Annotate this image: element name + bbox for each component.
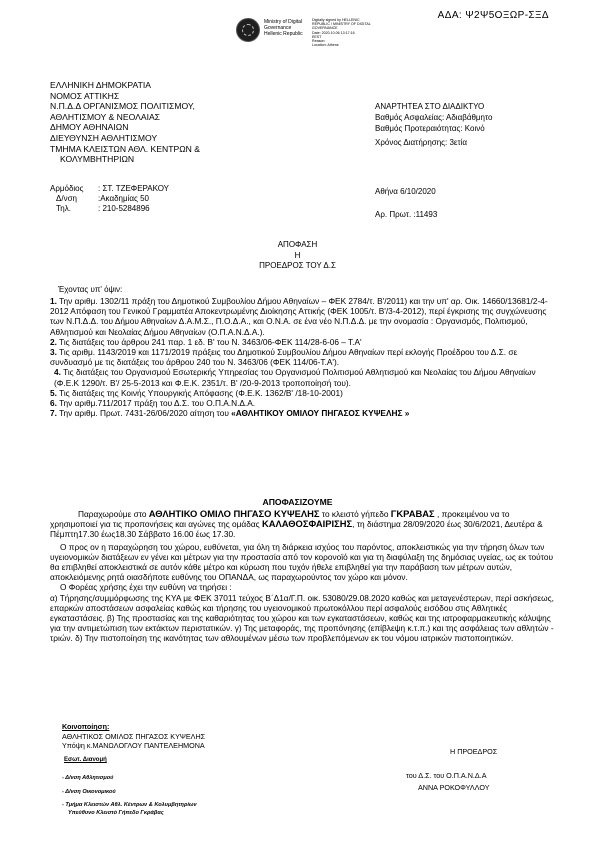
arm-value: : ΣΤ. ΤΖΕΦΕΡΑΚΟΥ: [98, 184, 169, 193]
decision-title: ΑΠΟΦΑΣΗ Η ΠΡΟΕΔΡΟΣ ΤΟΥ Δ.Σ: [259, 240, 336, 270]
document-date: Αθήνα 6/10/2020: [375, 187, 436, 196]
internal-item: - Δ/νση Οικονομικού: [62, 786, 197, 800]
consideration-item: 6. Την αριθμ.711/2017 πράξη του Δ.Σ. του Ο.Π.Α.Ν.Δ.Α.: [50, 398, 256, 409]
considerations-list: [50, 296, 555, 418]
consideration-item: 4. Τις διατάξεις του Οργανισμού Εσωτερικής Υπηρεσίας του Οργανισμού Πολιτισμού Αθλητισμού και Νεολαίας του Δήμου Αθηναίων (Φ.Ε.Κ 1290/τ. Β'/ 25-5-2013 και Φ.Ε.Κ. 2351/τ. Β' /20-9-2013 τροποποίησή του).: [54, 367, 536, 388]
koinopoiisi-recipients: ΑΘΛΗΤΙΚΟΣ ΟΜΙΛΟΣ ΠΗΓΑΣΟΣ ΚΥΨΕΛΗΣ Υπόψη κ.ΜΑΝΩΛΟΓΛΟΥ ΠΑΝΤΕΛΕΗΜΟΝΑ: [62, 732, 206, 750]
internal-item: - Τμήμα Κλειστών Αθλ. Κέντρων & Κολυμβητηρίων: [62, 799, 197, 813]
decision-obligations-intro: Ο Φορέας χρήσης έχει την ευθύνη να τηρήσει :: [60, 582, 232, 593]
tel-label: Τηλ.: [56, 204, 71, 213]
koinopoiisi-label: Κοινοποίηση:: [62, 722, 110, 731]
issuer-header: ΕΛΛΗΝΙΚΗ ΔΗΜΟΚΡΑΤΙΑ ΝΟΜΟΣ ΑΤΤΙΚΗΣ Ν.Π.Δ.Δ ΟΡΓΑΝΙΣΜΟΣ ΠΟΛΙΤΙΣΜΟΥ, ΑΘΛΗΤΙΣΜΟΥ & ΝΕΟΛΑΙΑΣ ΔΗΜΟΥ ΑΘΗΝΑΙΩΝ ΔΙΕΥΘΥΝΣΗ ΑΘΛΗΤΙΣΜΟΥ ΤΜΗΜΑ ΚΛΕΙΣΤΩΝ ΑΘΛ. ΚΕΝΤΡΩΝ & ΚΟΛΥΜΒΗΤΗΡΙΩΝ: [50, 80, 200, 165]
digital-signature-info: Digitally signed by HELLENIC REPUBLIC / MINISTRY OF DIGITAL GOVERNANCE Date: 2020.10.06 13:17:16 EEST Reason: Location: Athens: [312, 18, 371, 48]
signature-board: του Δ.Σ. του Ο.Π.Α.Ν.Δ.Α: [406, 771, 487, 780]
internal-item: - Δ/νση Αθλητισμού: [62, 772, 197, 786]
classification-block: ΑΝΑΡΤΗΤΕΑ ΣΤΟ ΔΙΑΔΙΚΤΥΟ Βαθμός Ασφαλείας: Αδιαβάθμητο Βαθμός Προτεραιότητας: Κοινό Χρόνος Διατήρησης: 3ετία: [375, 102, 493, 148]
addr-label: Δ/νση: [56, 194, 77, 203]
decision-liability: Ο προς ον η παραχώρηση του χώρου, ευθύνεται, για όλη τη διάρκεια ισχύος του παρόντος, αποκλειστικώς για την τήρηση όλων των υγειονομικών διατάξεων εν γένει και μέτρων για την προστασία από τον κορονοϊό και για τη διαφύλαξη της δημόσιας υγείας, ως εκ τούτου θα επιβληθεί αποκλειστικά σε αυτόν κάθε μέτρο και κύρωση που τυχόν ήθελε επιβληθεί για την παράβαση των μέτρων αυτών, αποκλειόμενης ρητά οιασδήποτε ευθύνης του ΟΠΑΝΔΑ, ως παραχωρούντος τον χώρο και μόνον.: [50, 541, 553, 583]
addr-value: :Ακαδημίας 50: [98, 194, 149, 203]
arm-label: Αρμόδιος: [50, 184, 84, 193]
consideration-item: 5. Τις διατάξεις της Κοινής Υπουργικής Απόφασης (Φ.Ε.Κ. 1362/Β' /18-10-2001): [50, 387, 343, 398]
internal-item: Υπεύθυνο Κλειστό Γήπεδο Γκράβας: [68, 809, 164, 816]
greek-seal-icon: [236, 18, 260, 42]
signature-name: ΑΝΝΑ ΡΟΚΟΦΥΛΛΟΥ: [418, 783, 490, 792]
decision-grant: Παραχωρούμε στο ΑΘΛΗΤΙΚΟ ΟΜΙΛΟ ΠΗΓΑΣΟ ΚΥΨΕΛΗΣ το κλειστό γήπεδο ΓΚΡΑΒΑΣ , προκειμένου να το χρησιμοποιεί για τις προπονήσεις και αγώνες της ομάδας ΚΑΛΑΘΟΣΦΑΙΡΙΣΗΣ, τη διάστημα 28/09/2020 έως 30/6/2021, Δευτέρα & Πέμπτη17.30 έως18.30 Σάββατο 16.00 έως 17.30.: [50, 508, 543, 540]
consideration-item: 1. Την αριθμ. 1302/11 πράξη του Δημοτικού Συμβουλίου Δήμου Αθηναίων – ΦΕΚ 2784/τ. Β'/2011) και την υπ' αρ. Οικ. 14660/13681/2-4-2012 Απόφαση του Γενικού Γραμματέα Αποκεντρωμένης Διοίκησης Αττικής (ΦΕΚ 1005/τ. Β'/3-4-2012), περί έγκρισης της συγχώνευσης των Ν.Π.Δ.Δ. του Δήμου Αθηναίων Δ.Α.Μ.Σ., Π.Ο.Δ.Α., και Ο.Ν.Α. σε ένα νέο Ν.Π.Δ.Δ. με την ονομασία : Οργανισμός, Πολιτισμού, Αθλητισμού και Νεολαίας Δήμου Αθηναίων (Ο.Π.Α.Ν.Δ.Α.).: [50, 296, 548, 337]
having-seen-heading: Έχοντας υπ' όψιν:: [58, 285, 123, 294]
ministry-block: Ministry of Digital Governance Hellenic Republic: [264, 19, 303, 37]
ada-code: ΑΔΑ: Ψ2Ψ5ΟΞΩΡ-ΣΞΔ: [437, 10, 549, 21]
consideration-item: 3. Τις αριθμ. 1143/2019 και 1171/2019 πράξεις του Δημοτικού Συμβουλίου Δήμου Αθηναίων περί εκλογής Προέδρου του Δ.Σ. σε συνδυασμό με τις διατάξεις του άρθρου 240 του Ν. 3463/06 (ΦΕΚ 114/06-Τ.Α').: [50, 347, 518, 368]
internal-distribution-label: Εσωτ. Διανομή: [64, 757, 107, 763]
decision-body: [50, 509, 555, 644]
internal-distribution-list: [62, 772, 197, 817]
decision-obligations: α) Τήρησης/συμμόρφωσης της ΚΥΑ με ΦΕΚ 37011 τεύχος Β΄Δ1α/Γ.Π. οικ. 53080/29.08.2020 καθώς και μεταγενέστερων, περί ασκήσεως, επαρκών αποστάσεων ασφαλείας καθώς και τήρησης του υγειονομικού πρωτοκόλλου περί ασφαλούς εισόδου στις Αθλητικές εγκαταστάσεις. β) Της προστασίας και της καθαριότητας του χώρου και των εγκαταστάσεων, καθώς και της ιατροφαρμακευτικής κάλυψης για την αντιμετώπιση των εκτάκτων περιστατικών. γ) Της μεταφοράς, της προπόνησης (επίβλεψη κ.τ.π.) και της ασφάλειας των αθλητών - τριών. δ) Την πιστοποίηση της ικανότητας των αθλουμένων μέσω των προβλεπόμενων εκ του νόμου ιατρικών πιστοποιητικών.: [50, 592, 554, 644]
tel-value: : 210-5284896: [98, 204, 150, 213]
consideration-item: 2. Τις διατάξεις του άρθρου 241 παρ. 1 εδ. Β' του Ν. 3463/06-ΦΕΚ 114/28-6-06 – Τ.Α': [50, 336, 362, 347]
decide-heading: ΑΠΟΦΑΣΙΖΟΥΜΕ: [262, 497, 333, 507]
protocol-number: Αρ. Πρωτ. :11493: [375, 210, 438, 219]
consideration-item: 7. Την αριθμ. Πρωτ. 7431-26/06/2020 αίτηση του «ΑΘΛΗΤΙΚΟΥ ΟΜΙΛΟΥ ΠΗΓΑΣΟΣ ΚΥΨΕΛΗΣ »: [50, 408, 410, 419]
signature-role: Η ΠΡΟΕΔΡΟΣ: [450, 747, 498, 756]
contact-block: [50, 184, 169, 214]
